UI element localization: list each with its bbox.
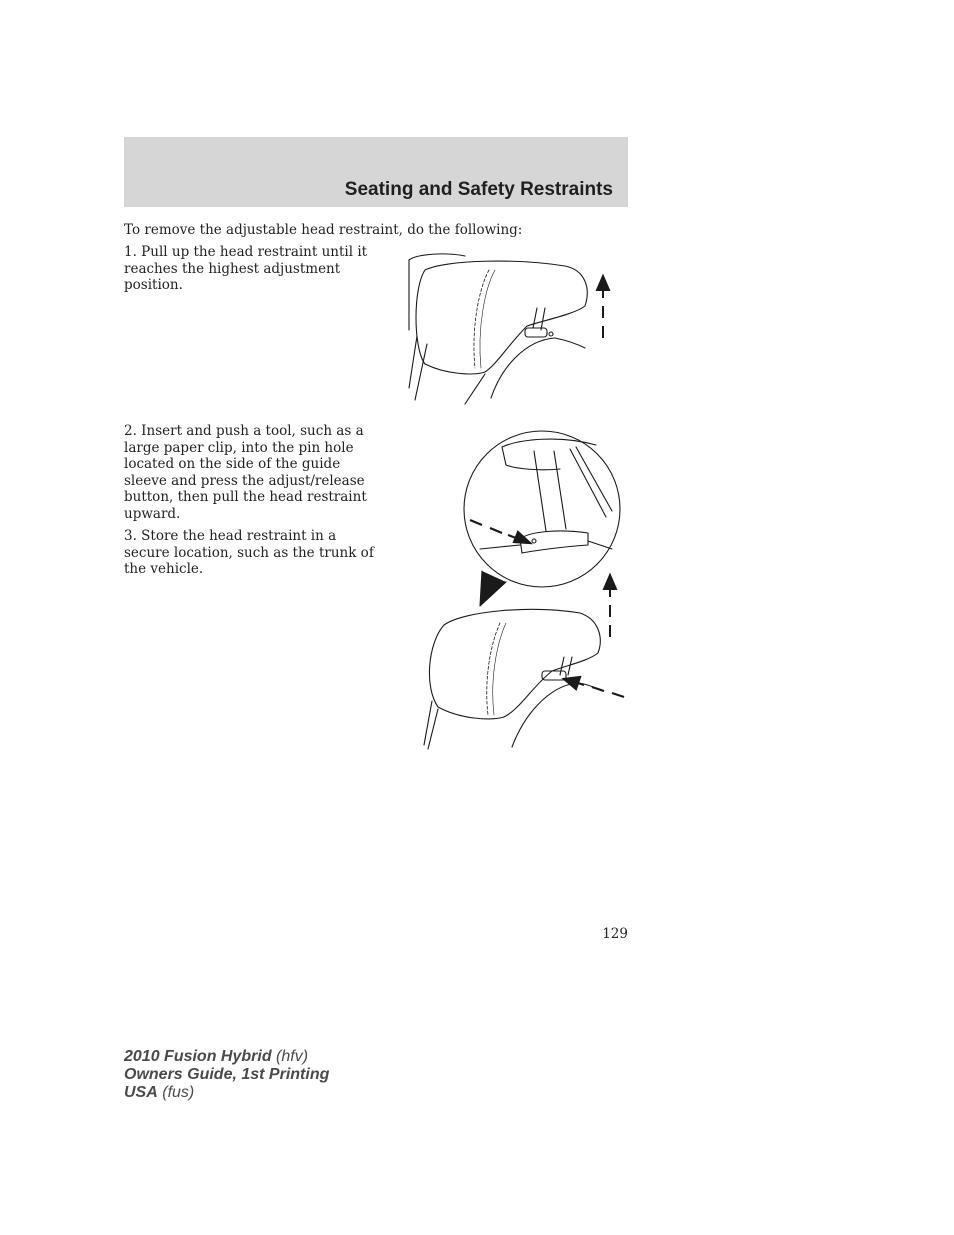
section-header-band <box>124 137 628 207</box>
step-2-text: 2. Insert and push a tool, such as a large paper clip, into the pin hole located on the side of the guide sleeve and press the adjust/release button, then pull the head restraint upward. <box>124 423 367 522</box>
intro-paragraph: To remove the adjustable head restraint, do the following: <box>124 222 523 238</box>
head-restraint-raise-illustration <box>405 248 625 408</box>
section-title: Seating and Safety Restraints <box>344 179 613 200</box>
pin-hole-release-illustration <box>420 425 630 750</box>
footer-market: USA <box>124 1084 158 1101</box>
step-1-text: 1. Pull up the head restraint until it reaches the highest adjustment position. <box>124 244 368 293</box>
step-3-text: 3. Store the head restraint in a secure location, such as the trunk of the vehicle. <box>124 528 374 577</box>
footer-market-code: (fus) <box>162 1084 195 1101</box>
footer-line-1 <box>124 1048 329 1066</box>
footer-model: 2010 Fusion Hybrid <box>124 1048 272 1065</box>
document-footer <box>124 1048 329 1102</box>
footer-model-code: (hfv) <box>276 1048 309 1065</box>
page-number: 129 <box>602 926 628 942</box>
footer-line-3 <box>124 1084 329 1102</box>
footer-line-2 <box>124 1066 329 1084</box>
footer-edition: Owners Guide, 1st Printing <box>124 1066 330 1083</box>
